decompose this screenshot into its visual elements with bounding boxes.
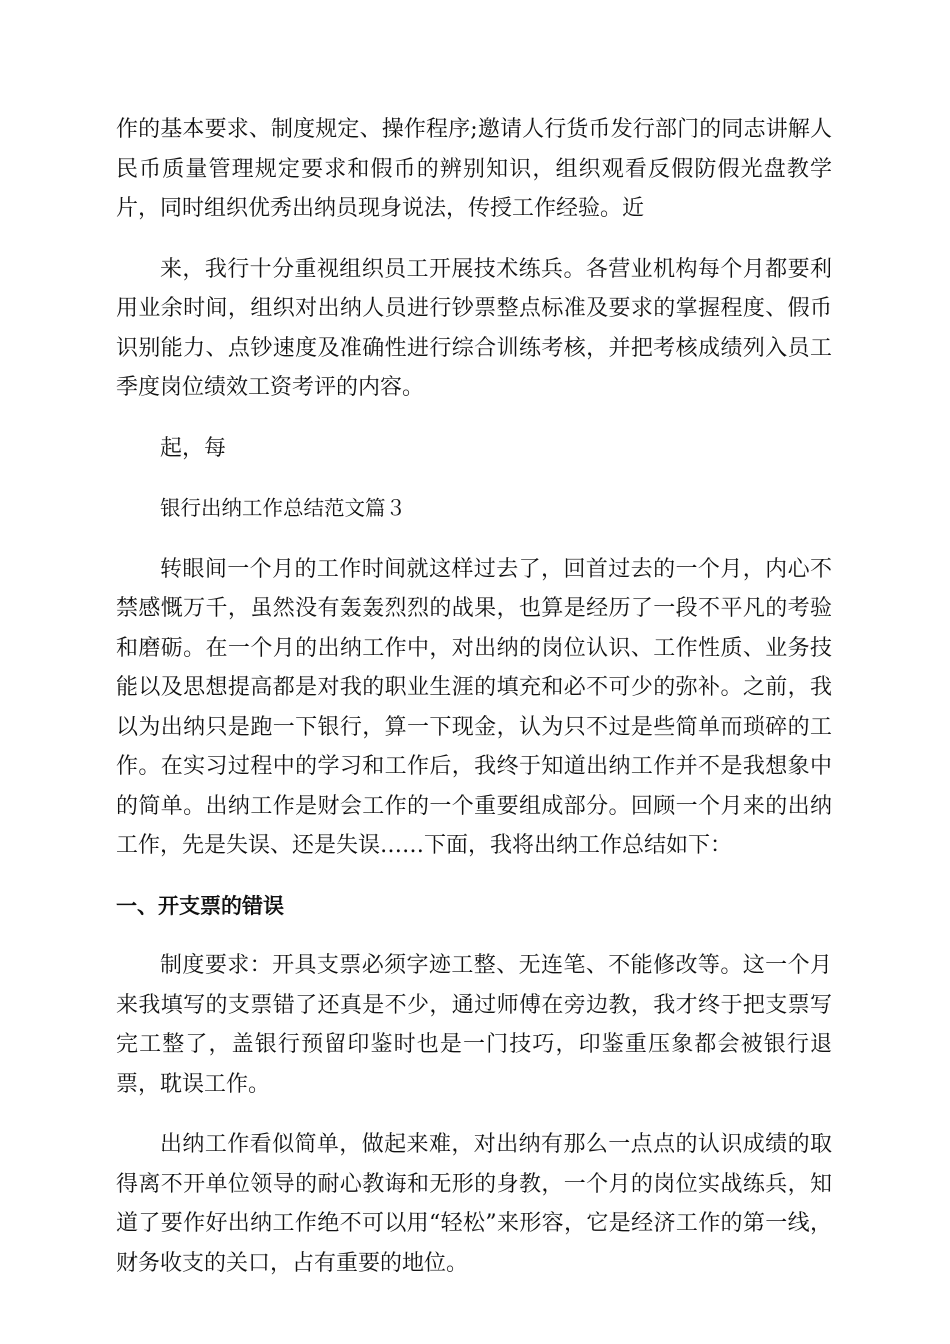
section-heading-check-errors: 一、开支票的错误 bbox=[116, 893, 284, 918]
paragraph-technical-training: 来，我行十分重视组织员工开展技术练兵。各营业机构每个月都要利用业余时间，组织对出纳人员进行钞票整点标准及要求的掌握程度、假币识别能力、点钞速度及准确性进行综合训练考核，并把考核成绩列入员工季度岗位绩效工资考评的内容。 bbox=[116, 256, 832, 400]
paragraph-continuation: 作的基本要求、制度规定、操作程序;邀请人行货币发行部门的同志讲解人民币质量管理规定要求和假币的辨别知识，组织观看反假防假光盘教学片，同时组织优秀出纳员现身说法，传授工作经验。近 bbox=[116, 117, 832, 221]
paragraph-month-review: 转眼间一个月的工作时间就这样过去了，回首过去的一个月，内心不禁感慨万千，虽然没有轰轰烈烈的战果，也算是经历了一段不平凡的考验和磨砺。在一个月的出纳工作中，对出纳的岗位认识、工作性质、业务技能以及思想提高都是对我的职业生涯的填充和必不可少的弥补。之前，我以为出纳只是跑一下银行，算一下现金，认为只不过是些简单而琐碎的工作。在实习过程中的学习和工作后，我终于知道出纳工作并不是我想象中的简单。出纳工作是财会工作的一个重要组成部分。回顾一个月来的出纳工作，先是失误、还是失误……下面，我将出纳工作总结如下： bbox=[116, 556, 832, 858]
paragraph-fragment: 起，每 bbox=[160, 435, 227, 461]
document-page bbox=[116, 110, 832, 1304]
article-subtitle: 银行出纳工作总结范文篇３ bbox=[160, 496, 406, 520]
paragraph-check-rules: 制度要求：开具支票必须字迹工整、无连笔、不能修改等。这一个月来我填写的支票错了还真是不少，通过师傅在旁边教，我才终于把支票写完工整了，盖银行预留印鉴时也是一门技巧，印鉴重压象都会被银行退票，耽误工作。 bbox=[116, 953, 832, 1097]
paragraph-cashier-reflection: 出纳工作看似简单，做起来难，对出纳有那么一点点的认识成绩的取得离不开单位领导的耐心教诲和无形的身教，一个月的岗位实战练兵，知道了要作好出纳工作绝不可以用“轻松”来形容，它是经济工作的第一线，财务收支的关口，占有重要的地位。 bbox=[116, 1132, 832, 1276]
